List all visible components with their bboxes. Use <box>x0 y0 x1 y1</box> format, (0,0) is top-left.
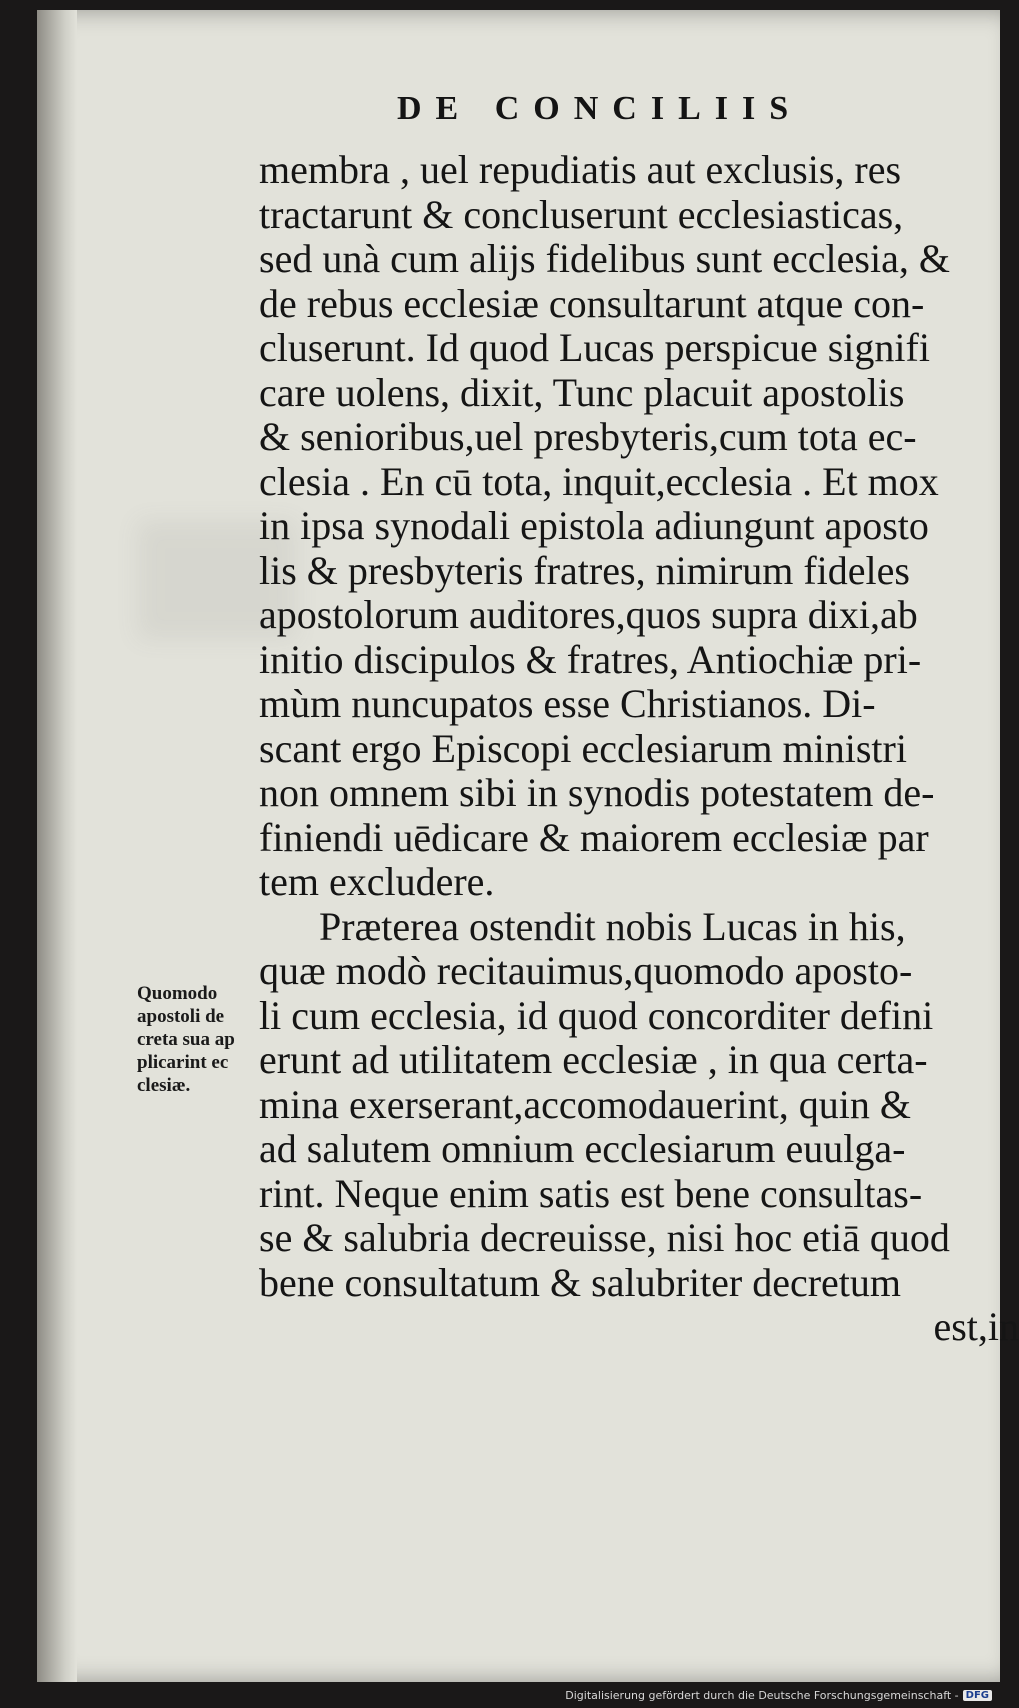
text-line: care uolens, dixit, Tunc placuit apostolis <box>259 369 905 415</box>
text-line: se & salubria decreuisse, nisi hoc etiā quod <box>259 1215 950 1260</box>
text-line: in ipsa synodali epistola adiungunt aposto <box>259 503 929 548</box>
text-line: sed unà cum alijs fidelibus sunt ecclesia, & <box>259 236 950 281</box>
footer-text: Digitalisierung gefördert durch die Deutsche Forschungsgemeinschaft - <box>565 1689 959 1702</box>
text-line: li cum ecclesia, id quod concorditer defini <box>259 992 934 1038</box>
running-header: DE CONCILIIS <box>397 90 803 127</box>
marginal-note-line: creta sua ap <box>137 1029 235 1050</box>
text-line: apostolorum auditores,quos supra dixi,ab <box>259 592 918 637</box>
text-line: clesia . En cū tota, inquit,ecclesia . Et mox <box>259 458 939 504</box>
catchword: est,in <box>933 1304 1019 1349</box>
marginal-note-line: Quomodo <box>137 983 218 1004</box>
marginal-note-line: plicarint ec <box>137 1052 229 1073</box>
text-line: membra , uel repudiatis aut exclusis, res <box>259 147 902 192</box>
text-line: lis & presbyteris fratres, nimirum fideles <box>259 547 910 593</box>
marginal-note-line: apostoli de <box>137 1006 225 1027</box>
text-line: finiendi uēdicare & maiorem ecclesiæ par <box>259 814 929 860</box>
text-line: Præterea ostendit nobis Lucas in his, <box>319 903 906 949</box>
digitization-footer <box>565 1689 992 1702</box>
text-line: initio discipulos & fratres, Antiochiæ pri- <box>259 636 922 682</box>
body-text <box>259 148 1019 1350</box>
text-line: quæ modò recitauimus,quomodo aposto- <box>259 948 913 993</box>
marginal-note-line: clesiæ. <box>137 1075 191 1096</box>
page-spine-shadow <box>37 10 77 1682</box>
text-line: de rebus ecclesiæ consultarunt atque con- <box>259 280 925 326</box>
dfg-logo: DFG <box>963 1690 992 1701</box>
text-line: bene consultatum & salubriter decretum <box>259 1259 902 1305</box>
text-line: & senioribus,uel presbyteris,cum tota ec- <box>259 414 917 459</box>
text-line: non omnem sibi in synodis potestatem de- <box>259 770 935 815</box>
text-line: scant ergo Episcopi ecclesiarum ministri <box>259 725 907 771</box>
text-line: tem excludere. <box>259 859 495 904</box>
text-line: erunt ad utilitatem ecclesiæ , in qua certa- <box>259 1037 928 1082</box>
book-page <box>37 10 1019 1682</box>
marginal-note <box>137 982 277 1097</box>
text-line: tractarunt & concluserunt ecclesiasticas, <box>259 191 904 237</box>
text-line: cluserunt. Id quod Lucas perspicue signifi <box>259 325 930 370</box>
text-line: mùm nuncupatos esse Christianos. Di- <box>259 681 876 726</box>
text-line: ad salutem omnium ecclesiarum euulga- <box>259 1126 906 1171</box>
text-line: rint. Neque enim satis est bene consultas- <box>259 1170 923 1216</box>
text-line: mina exerserant,accomodauerint, quin & <box>259 1081 911 1127</box>
